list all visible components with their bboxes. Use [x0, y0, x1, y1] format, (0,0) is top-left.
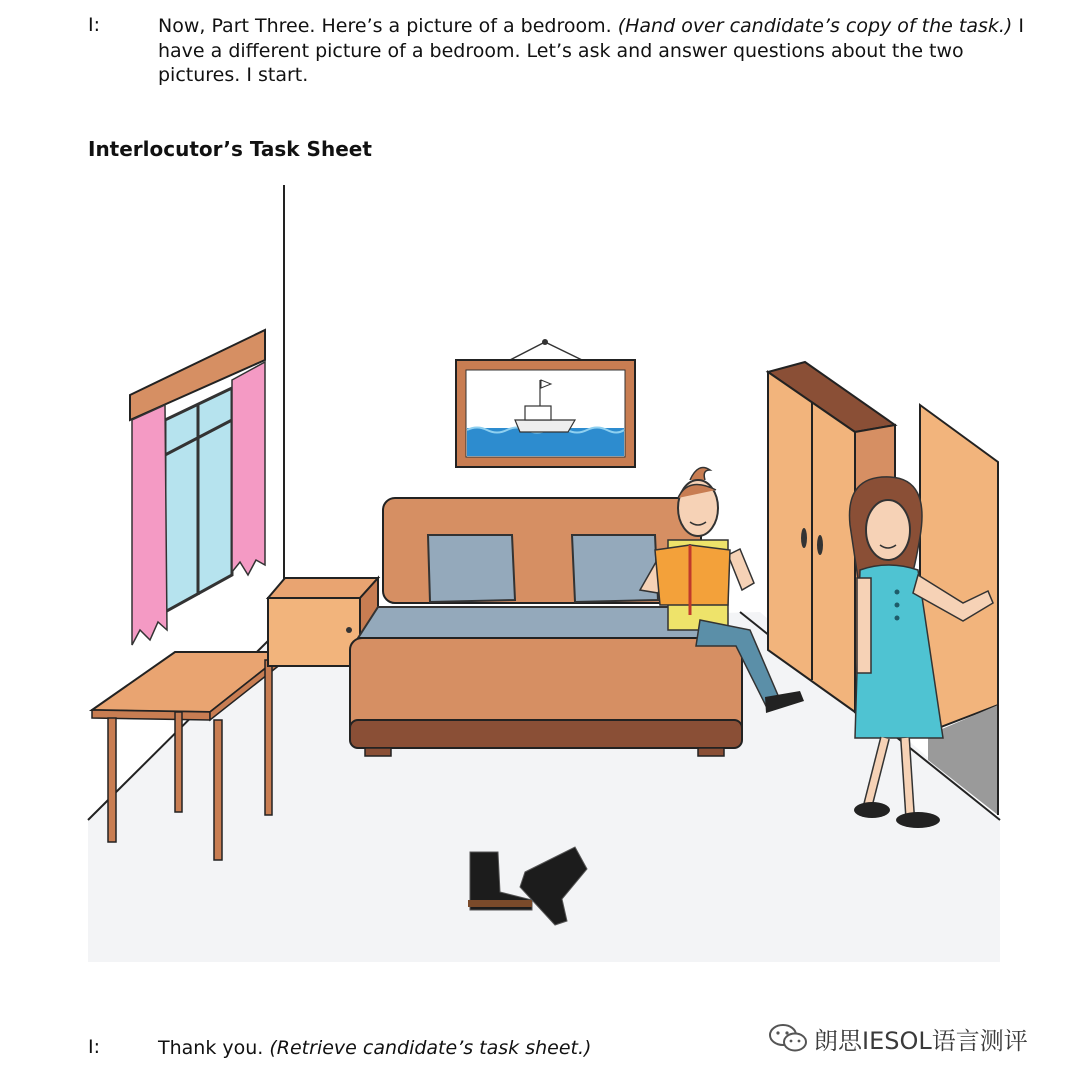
curtain-right: [232, 362, 265, 575]
closing-speaker-label: I:: [88, 1036, 101, 1058]
watermark-text: 朗思IESOL语言测评: [814, 1026, 1028, 1055]
task-sheet-heading: Interlocutor’s Task Sheet: [88, 137, 372, 161]
speaker-label: I:: [88, 14, 101, 36]
watermark: [768, 1020, 1028, 1056]
closing-stage-direction: (Retrieve candidate’s task sheet.): [269, 1037, 592, 1059]
intro-text-1: Now, Part Three. Here’s a picture of a bedroom.: [158, 15, 618, 37]
boat-hull: [515, 420, 575, 432]
pillow-left: [428, 535, 515, 602]
wechat-icon: [768, 1022, 808, 1054]
closing-text: Thank you.: [158, 1037, 270, 1059]
intro-text-2: I have a different picture of a bedroom. Let’s ask and answer questions about the two pictures. I start.: [158, 15, 1024, 86]
curtain-left: [132, 405, 167, 645]
book: [655, 545, 690, 605]
wall-picture: [456, 339, 635, 467]
window: [130, 330, 265, 645]
stage-direction: (Hand over candidate’s copy of the task.): [617, 15, 1013, 37]
pillow-right: [572, 535, 658, 602]
